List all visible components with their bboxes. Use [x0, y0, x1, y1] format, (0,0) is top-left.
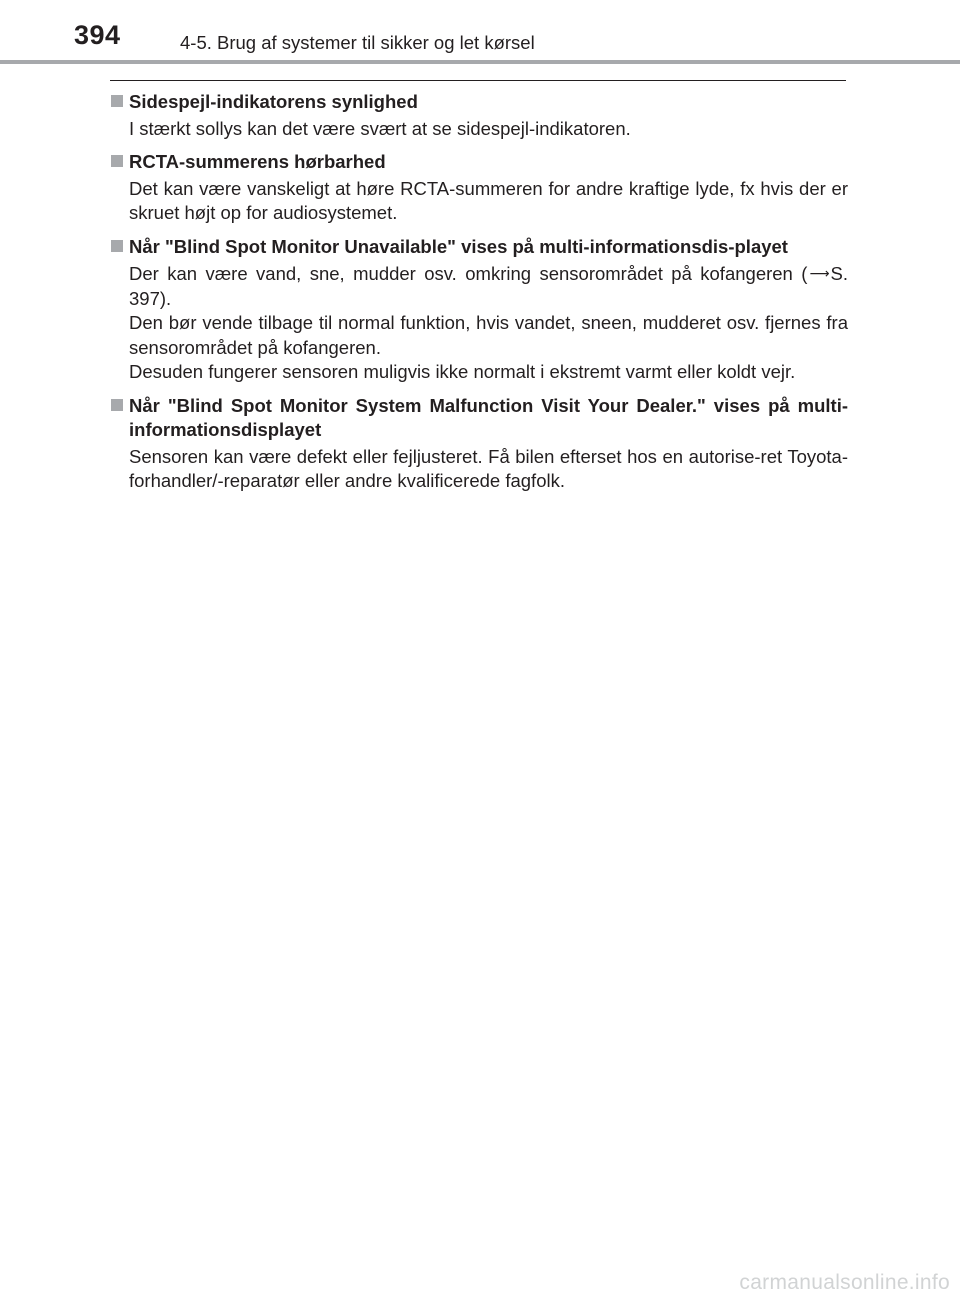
section-body	[110, 117, 848, 142]
square-bullet-icon	[111, 240, 123, 252]
content-area	[110, 90, 848, 503]
body-line-with-reference	[129, 261, 848, 311]
section-body	[110, 445, 848, 494]
section-heading-text: RCTA-summerens hørbarhed	[129, 151, 386, 172]
section-heading-text: Når "Blind Spot Monitor Unavailable" vises på multi-informationsdis-playet	[129, 235, 788, 257]
section-rcta-buzzer-audibility	[110, 150, 848, 226]
section-heading-text: Når "Blind Spot Monitor System Malfunction Visit Your Dealer." vises på multi-informationsdisplayet	[129, 394, 848, 440]
section-body	[110, 177, 848, 226]
body-line: Den bør vende tilbage til normal funktion, hvis vandet, sneen, mudderet osv. fjernes fra sensorområdet på kofangeren.	[129, 312, 848, 358]
arrow-right-icon: ⟶	[809, 265, 830, 281]
section-heading	[110, 90, 848, 115]
section-divider	[110, 80, 846, 81]
watermark: carmanualsonline.info	[739, 1271, 950, 1294]
square-bullet-icon	[111, 95, 123, 107]
chapter-title: 4-5. Brug af systemer til sikker og let kørsel	[180, 32, 535, 53]
header-divider	[0, 60, 960, 64]
body-line: Det kan være vanskeligt at høre RCTA-summeren for andre kraftige lyde, fx hvis der er skruet højt op for audiosystemet.	[129, 177, 848, 223]
square-bullet-icon	[111, 155, 123, 167]
section-heading-text: Sidespejl-indikatorens synlighed	[129, 91, 418, 112]
section-heading	[110, 394, 848, 443]
body-line: Desuden fungerer sensoren muligvis ikke normalt i ekstremt varmt eller koldt vejr.	[129, 361, 796, 382]
body-line: Sensoren kan være defekt eller fejljusteret. Få bilen efterset hos en autorise-ret Toyota-forhandler/-reparatør eller andre kvalificerede fagfolk.	[129, 445, 848, 491]
section-body	[110, 261, 848, 385]
section-heading	[110, 235, 848, 260]
page-reference-link[interactable]: S. 397).	[129, 263, 848, 309]
section-system-malfunction	[110, 394, 848, 494]
square-bullet-icon	[111, 399, 123, 411]
page-number: 394	[74, 20, 121, 50]
body-text-fragment: Der kan være vand, sne, mudder osv. omkring sensorområdet på kofangeren (	[129, 263, 808, 284]
section-monitor-unavailable	[110, 235, 848, 385]
section-heading	[110, 150, 848, 175]
body-line: I stærkt sollys kan det være svært at se sidespejl-indikatoren.	[129, 117, 631, 139]
section-side-mirror-visibility	[110, 90, 848, 141]
